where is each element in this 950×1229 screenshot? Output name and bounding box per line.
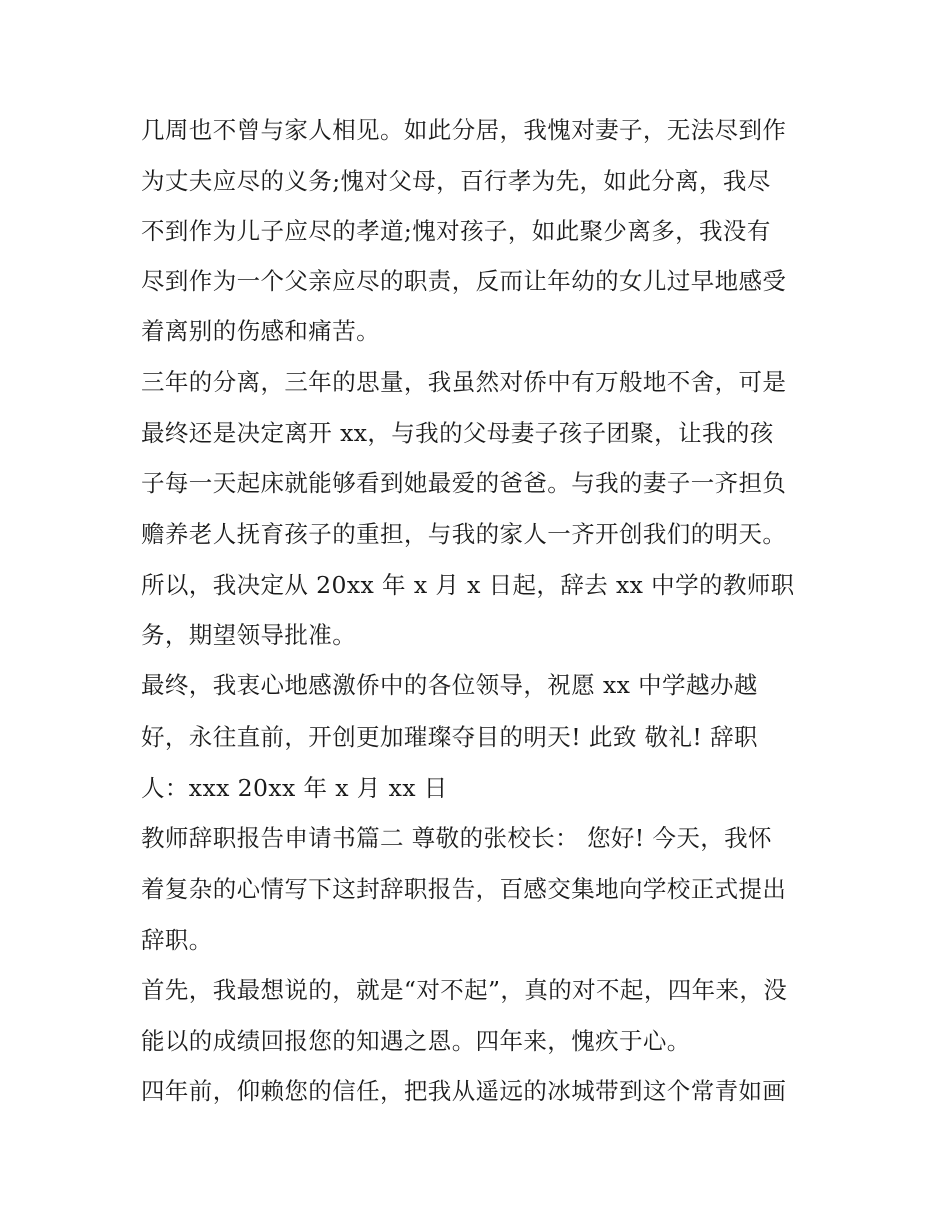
text-line: 尽到作为一个父亲应尽的职责，反而让年幼的女儿过早地感受 (141, 267, 787, 295)
text-line: 首先，我最想说的，就是“对不起”，真的对不起，四年来，没 (141, 976, 788, 1004)
text-line: 着复杂的心情写下这封辞职报告，百感交集地向学校正式提出 (141, 875, 787, 903)
text-line: 着离别的伤感和痛苦。 (141, 317, 380, 345)
text-line: 为丈夫应尽的义务;愧对父母，百行孝为先，如此分离，我尽 (141, 167, 771, 195)
text-line: 四年前，仰赖您的信任，把我从遥远的冰城带到这个常青如画 (141, 1077, 787, 1105)
text-line: 几周也不曾与家人相见。如此分居，我愧对妻子，无法尽到作 (141, 116, 787, 144)
text-line: 所以，我决定从 20xx 年 x 月 x 日起，辞去 xx 中学的教师职 (141, 571, 795, 599)
text-line: 不到作为儿子应尽的孝道;愧对孩子，如此聚少离多，我没有 (141, 217, 771, 245)
text-line: 最终，我衷心地感激侨中的各位领导，祝愿 xx 中学越办越 (141, 671, 758, 699)
text-line: 人：xxx 20xx 年 x 月 xx 日 (141, 774, 448, 802)
text-line: 赡养老人抚育孩子的重担，与我的家人一齐开创我们的明天。 (141, 520, 787, 548)
text-line: 三年的分离，三年的思量，我虽然对侨中有万般地不舍，可是 (141, 368, 787, 396)
text-line: 辞职。 (141, 926, 213, 954)
text-line: 最终还是决定离开 xx，与我的父母妻子孩子团聚，让我的孩 (141, 419, 774, 447)
text-line: 好，永往直前，开创更加璀璨夺目的明天! 此致 敬礼! 辞职 (141, 723, 758, 751)
text-line: 子每一天起床就能够看到她最爱的爸爸。与我的妻子一齐担负 (141, 469, 787, 497)
text-line: 务，期望领导批准。 (141, 621, 357, 649)
text-line: 能以的成绩回报您的知遇之恩。四年来，愧疚于心。 (141, 1027, 691, 1055)
text-line: 教师辞职报告申请书篇二 尊敬的张校长： 您好! 今天，我怀 (141, 824, 772, 852)
